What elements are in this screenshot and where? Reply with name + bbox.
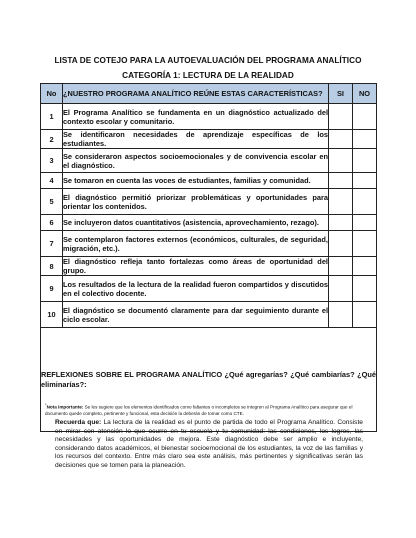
row-number: 1 xyxy=(41,104,63,130)
row-number: 7 xyxy=(41,231,63,257)
row-number: 5 xyxy=(41,189,63,215)
reminder-paragraph xyxy=(55,419,363,471)
no-checkbox-cell[interactable] xyxy=(353,276,377,302)
table-row xyxy=(41,104,377,130)
table-row xyxy=(41,215,377,231)
table-row xyxy=(41,130,377,149)
reflection-row xyxy=(41,328,377,432)
row-number: 2 xyxy=(41,130,63,149)
header-no-answer: NO xyxy=(353,84,377,104)
no-checkbox-cell[interactable] xyxy=(353,104,377,130)
no-checkbox-cell[interactable] xyxy=(353,302,377,328)
row-criterion: El diagnóstico refleja tanto fortalezas como áreas de oportunidad del grupo. xyxy=(63,257,328,275)
note-text: Se les sugiere que los elementos identificados como faltantes o incompletos se integren al Programa Analítico para asegurar que el documento quede completo, pertinente y funcional, esta decisión la deberán de tomar como CTE. xyxy=(45,404,353,416)
table-row xyxy=(41,189,377,215)
table-row xyxy=(41,173,377,189)
table-header-row xyxy=(41,84,377,104)
important-note: *Nota importante: Se les sugiere que los elementos identificados como faltantes o incompletos se integren al Programa Analítico para asegurar que el documento quede completo, pertinente y funcional, esta decisión la deberán de tomar como CTE. xyxy=(45,402,353,416)
row-criterion: El diagnóstico se documentó claramente para dar seguimiento durante el ciclo escolar. xyxy=(63,302,329,328)
row-criterion: El Programa Analítico se fundamenta en un diagnóstico actualizado del contexto escolar y comunitario. xyxy=(63,104,329,130)
si-checkbox-cell[interactable] xyxy=(329,302,353,328)
header-no: No xyxy=(41,84,63,104)
checklist-table xyxy=(40,83,377,432)
no-checkbox-cell[interactable] xyxy=(353,231,377,257)
reminder-label: Recuerda que: xyxy=(55,419,102,426)
si-checkbox-cell[interactable] xyxy=(329,189,353,215)
reflection-prompt: REFLEXIONES SOBRE EL PROGRAMA ANALÍTICO ¿Qué agregarías? ¿Qué cambiarías? ¿Qué eliminarías?: xyxy=(41,369,376,389)
table-row xyxy=(41,149,377,173)
row-number: 3 xyxy=(41,149,63,173)
category-subtitle: CATEGORÍA 1: LECTURA DE LA REALIDAD xyxy=(122,71,294,80)
si-checkbox-cell[interactable] xyxy=(329,215,353,231)
table-row xyxy=(41,276,377,302)
si-checkbox-cell[interactable] xyxy=(329,173,353,189)
table-row xyxy=(41,302,377,328)
row-criterion: El diagnóstico permitió priorizar problemáticas y oportunidades para orientar los contenidos. xyxy=(63,189,329,215)
no-checkbox-cell[interactable] xyxy=(353,215,377,231)
row-number: 9 xyxy=(41,276,63,302)
si-checkbox-cell[interactable] xyxy=(329,104,353,130)
row-number: 6 xyxy=(41,215,63,231)
si-checkbox-cell[interactable] xyxy=(329,130,353,149)
row-criterion: Los resultados de la lectura de la realidad fueron compartidos y discutidos en el colectivo docente. xyxy=(63,276,329,302)
row-criterion: Se incluyeron datos cuantitativos (asistencia, aprovechamiento, rezago). xyxy=(63,215,329,231)
table-row xyxy=(41,257,377,276)
si-checkbox-cell[interactable] xyxy=(329,149,353,173)
si-checkbox-cell[interactable] xyxy=(329,257,353,276)
header-si: SI xyxy=(329,84,353,104)
no-checkbox-cell[interactable] xyxy=(353,173,377,189)
si-checkbox-cell[interactable] xyxy=(329,231,353,257)
si-checkbox-cell[interactable] xyxy=(329,276,353,302)
row-number: 8 xyxy=(41,257,63,276)
header-question: ¿NUESTRO PROGRAMA ANALÍTICO REÚNE ESTAS CARACTERÍSTICAS? xyxy=(63,84,329,104)
row-number: 4 xyxy=(41,173,63,189)
row-criterion: Se identificaron necesidades de aprendizaje específicas de los estudiantes. xyxy=(63,130,328,148)
row-number: 10 xyxy=(41,302,63,328)
no-checkbox-cell[interactable] xyxy=(353,130,377,149)
table-row xyxy=(41,231,377,257)
note-label: Nota importante: xyxy=(46,404,84,410)
reminder-text: La lectura de la realidad es el punto de partida de todo el Programa Analítico. Consiste en mirar con atención lo que ocurre en tu escuela y tu comunidad: las condiciones, los logros, las necesidades y las oportunidades de mejora. Este diagnóstico debe ser amplio e incluyente, considerando datos académicos, el bienestar socioemocional de los estudiantes, la voz de las familias y los recursos del contexto. Entre más claro sea este análisis, más pertinentes y significativas serán las decisiones que se tomen para la planeación. xyxy=(55,419,363,469)
document-title: LISTA DE COTEJO PARA LA AUTOEVALUACIÓN DEL PROGRAMA ANALÍTICO xyxy=(54,56,362,65)
row-criterion: Se consideraron aspectos socioemocionales y de convivencia escolar en el diagnóstico. xyxy=(63,149,329,173)
reflection-box[interactable] xyxy=(41,328,377,432)
no-checkbox-cell[interactable] xyxy=(353,257,377,276)
row-criterion: Se tomaron en cuenta las voces de estudiantes, familias y comunidad. xyxy=(63,173,329,189)
row-criterion: Se contemplaron factores externos (económicos, culturales, de seguridad, migración, etc.). xyxy=(63,231,329,257)
no-checkbox-cell[interactable] xyxy=(353,149,377,173)
no-checkbox-cell[interactable] xyxy=(353,189,377,215)
